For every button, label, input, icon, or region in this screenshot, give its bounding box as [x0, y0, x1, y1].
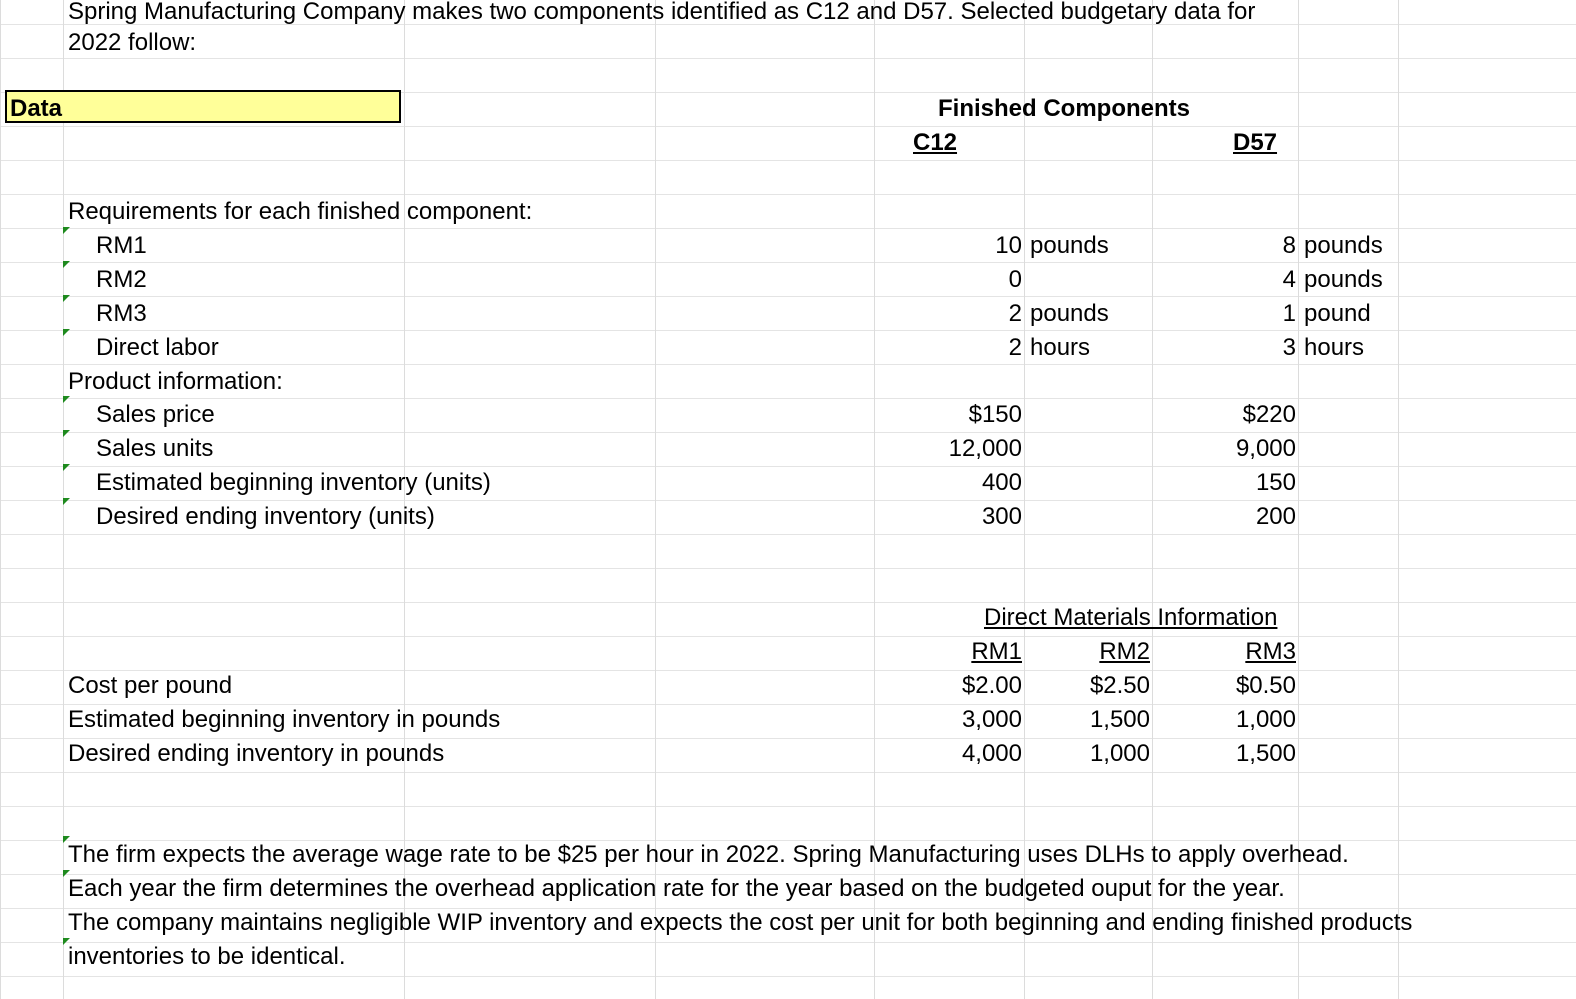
rm2-value[interactable]: 1,000	[1089, 740, 1150, 767]
d57-unit[interactable]: hours	[1304, 334, 1365, 361]
note-line[interactable]: The company maintains negligible WIP inventory and expects the cost per unit for both beginning and ending finished products	[68, 909, 1413, 936]
requirement-label[interactable]: Direct labor	[96, 334, 219, 361]
rm2-value[interactable]: $2.50	[1089, 672, 1150, 699]
column-header-c12[interactable]: C12	[913, 129, 958, 156]
c12-value[interactable]: 400	[981, 469, 1022, 496]
column-header-rm2[interactable]: RM2	[1099, 638, 1150, 665]
error-indicator-icon	[63, 430, 70, 437]
materials-label[interactable]: Desired ending inventory in pounds	[68, 740, 445, 767]
error-indicator-icon	[63, 329, 70, 336]
d57-qty[interactable]: 3	[1282, 334, 1296, 361]
d57-unit[interactable]: pounds	[1304, 266, 1383, 293]
product-label[interactable]: Sales units	[96, 435, 214, 462]
note-line[interactable]: inventories to be identical.	[68, 943, 346, 970]
data-label: Data	[10, 95, 63, 122]
c12-value[interactable]: 300	[981, 503, 1022, 530]
c12-unit[interactable]: pounds	[1030, 232, 1109, 259]
requirement-label[interactable]: RM3	[96, 300, 147, 327]
intro-line[interactable]: Spring Manufacturing Company makes two components identified as C12 and D57. Selected budgetary data for	[68, 0, 1256, 25]
requirement-label[interactable]: RM1	[96, 232, 147, 259]
c12-unit[interactable]: hours	[1030, 334, 1091, 361]
rm3-value[interactable]: 1,500	[1235, 740, 1296, 767]
data-header-cell[interactable]	[5, 90, 401, 123]
c12-value[interactable]: 12,000	[948, 435, 1022, 462]
product-label[interactable]: Desired ending inventory (units)	[96, 503, 435, 530]
d57-value[interactable]: $220	[1242, 401, 1296, 428]
error-indicator-icon	[63, 498, 70, 505]
rm3-value[interactable]: 1,000	[1235, 706, 1296, 733]
d57-value[interactable]: 150	[1255, 469, 1296, 496]
rm1-value[interactable]: 3,000	[961, 706, 1022, 733]
d57-unit[interactable]: pounds	[1304, 232, 1383, 259]
d57-value[interactable]: 9,000	[1235, 435, 1296, 462]
materials-label[interactable]: Cost per pound	[68, 672, 233, 699]
product-info-heading[interactable]: Product information:	[68, 368, 283, 395]
rm2-value[interactable]: 1,500	[1089, 706, 1150, 733]
direct-materials-title[interactable]: Direct Materials Information	[984, 604, 1278, 631]
d57-unit[interactable]: pound	[1304, 300, 1371, 327]
intro-line[interactable]: 2022 follow:	[68, 29, 197, 56]
error-indicator-icon	[63, 227, 70, 234]
requirements-heading[interactable]: Requirements for each finished component:	[68, 198, 533, 225]
c12-qty[interactable]: 10	[995, 232, 1022, 259]
rm3-value[interactable]: $0.50	[1235, 672, 1296, 699]
error-indicator-icon	[63, 261, 70, 268]
c12-value[interactable]: $150	[968, 401, 1022, 428]
note-line[interactable]: Each year the firm determines the overhead application rate for the year based on the budgeted ouput for the year.	[68, 875, 1285, 902]
c12-unit[interactable]: pounds	[1030, 300, 1109, 327]
rm1-value[interactable]: 4,000	[961, 740, 1022, 767]
d57-qty[interactable]: 4	[1282, 266, 1296, 293]
column-gridline	[1398, 0, 1399, 999]
c12-qty[interactable]: 2	[1008, 334, 1022, 361]
c12-qty[interactable]: 0	[1008, 266, 1022, 293]
column-header-rm3[interactable]: RM3	[1245, 638, 1296, 665]
d57-value[interactable]: 200	[1255, 503, 1296, 530]
materials-label[interactable]: Estimated beginning inventory in pounds	[68, 706, 501, 733]
error-indicator-icon	[63, 396, 70, 403]
error-indicator-icon	[63, 295, 70, 302]
d57-qty[interactable]: 8	[1282, 232, 1296, 259]
requirement-label[interactable]: RM2	[96, 266, 147, 293]
d57-qty[interactable]: 1	[1282, 300, 1296, 327]
product-label[interactable]: Estimated beginning inventory (units)	[96, 469, 491, 496]
rm1-value[interactable]: $2.00	[961, 672, 1022, 699]
product-label[interactable]: Sales price	[96, 401, 215, 428]
c12-qty[interactable]: 2	[1008, 300, 1022, 327]
note-line[interactable]: The firm expects the average wage rate to be $25 per hour in 2022. Spring Manufacturing uses DLHs to apply overhead.	[68, 841, 1349, 868]
column-header-rm1[interactable]: RM1	[971, 638, 1022, 665]
error-indicator-icon	[63, 464, 70, 471]
finished-components-title[interactable]: Finished Components	[938, 95, 1190, 122]
column-header-d57[interactable]: D57	[1233, 129, 1278, 156]
